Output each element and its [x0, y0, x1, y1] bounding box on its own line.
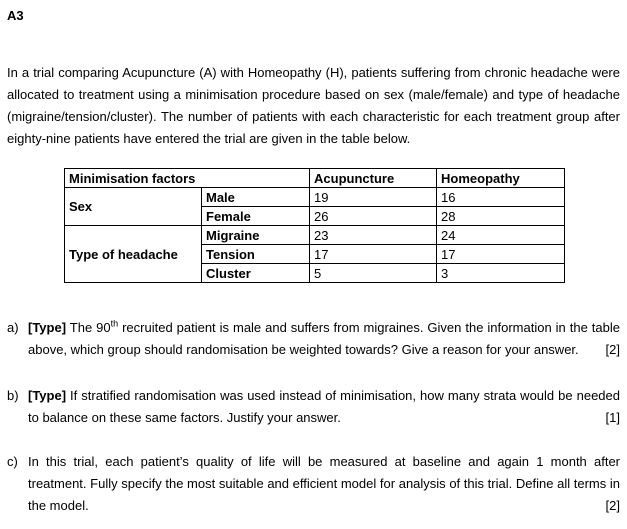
table-header-row	[65, 169, 565, 188]
tension-acupuncture-count: 17	[310, 245, 437, 264]
female-acupuncture-count: 26	[310, 207, 437, 226]
header-homeopathy: Homeopathy	[437, 169, 565, 188]
migraine-homeopathy-count: 24	[437, 226, 565, 245]
level-male: Male	[202, 188, 310, 207]
male-acupuncture-count: 19	[310, 188, 437, 207]
question-a-type-tag: [Type]	[28, 320, 67, 335]
intro-paragraph: In a trial comparing Acupuncture (A) with Homeopathy (H), patients suffering from chronic headache were allocated to treatment using a minimisation procedure based on sex (male/female) and type of headache (migraine/tension/cluster). The number of patients with each characteristic for each treatment group after eighty-nine patients have entered the trial are given in the table below.	[7, 65, 620, 146]
level-tension: Tension	[202, 245, 310, 264]
question-a-text-post: recruited patient is male and suffers from migraines. Given the information in the table above, which group should randomisation be weighted towards? Give a reason for your answer.	[28, 320, 620, 357]
question-a-ordinal-suffix: th	[110, 318, 119, 329]
cluster-homeopathy-count: 3	[437, 264, 565, 283]
question-id: A3	[7, 8, 24, 23]
tension-homeopathy-count: 17	[437, 245, 565, 264]
question-b-label: b)	[7, 388, 19, 403]
minimisation-table	[64, 168, 565, 283]
table-row-migraine	[65, 226, 565, 245]
question-b-text: If stratified randomisation was used instead of minimisation, how many strata would be needed to balance on these same factors. Justify your answer.	[28, 388, 620, 425]
level-migraine: Migraine	[202, 226, 310, 245]
factor-type-of-headache: Type of headache	[65, 226, 202, 283]
header-acupuncture: Acupuncture	[310, 169, 437, 188]
question-c-label: c)	[7, 454, 18, 469]
male-homeopathy-count: 16	[437, 188, 565, 207]
header-minimisation-factors: Minimisation factors	[65, 169, 310, 188]
factor-sex: Sex	[65, 188, 202, 226]
question-b-type-tag: [Type]	[28, 388, 67, 403]
question-a-label: a)	[7, 320, 19, 335]
question-a-text-pre: The 90	[66, 320, 111, 335]
level-female: Female	[202, 207, 310, 226]
question-c	[7, 451, 620, 517]
table-row-male	[65, 188, 565, 207]
question-b	[7, 385, 620, 429]
question-a-marks: [2]	[605, 342, 620, 357]
question-c-text: In this trial, each patient’s quality of life will be measured at baseline and again 1 month after treatment. Fully specify the most suitable and efficient model for analysis of this trial. Define all terms in the model.	[28, 454, 620, 513]
level-cluster: Cluster	[202, 264, 310, 283]
female-homeopathy-count: 28	[437, 207, 565, 226]
question-b-marks: [1]	[605, 410, 620, 425]
question-c-marks: [2]	[605, 498, 620, 513]
cluster-acupuncture-count: 5	[310, 264, 437, 283]
question-a	[7, 317, 620, 361]
migraine-acupuncture-count: 23	[310, 226, 437, 245]
